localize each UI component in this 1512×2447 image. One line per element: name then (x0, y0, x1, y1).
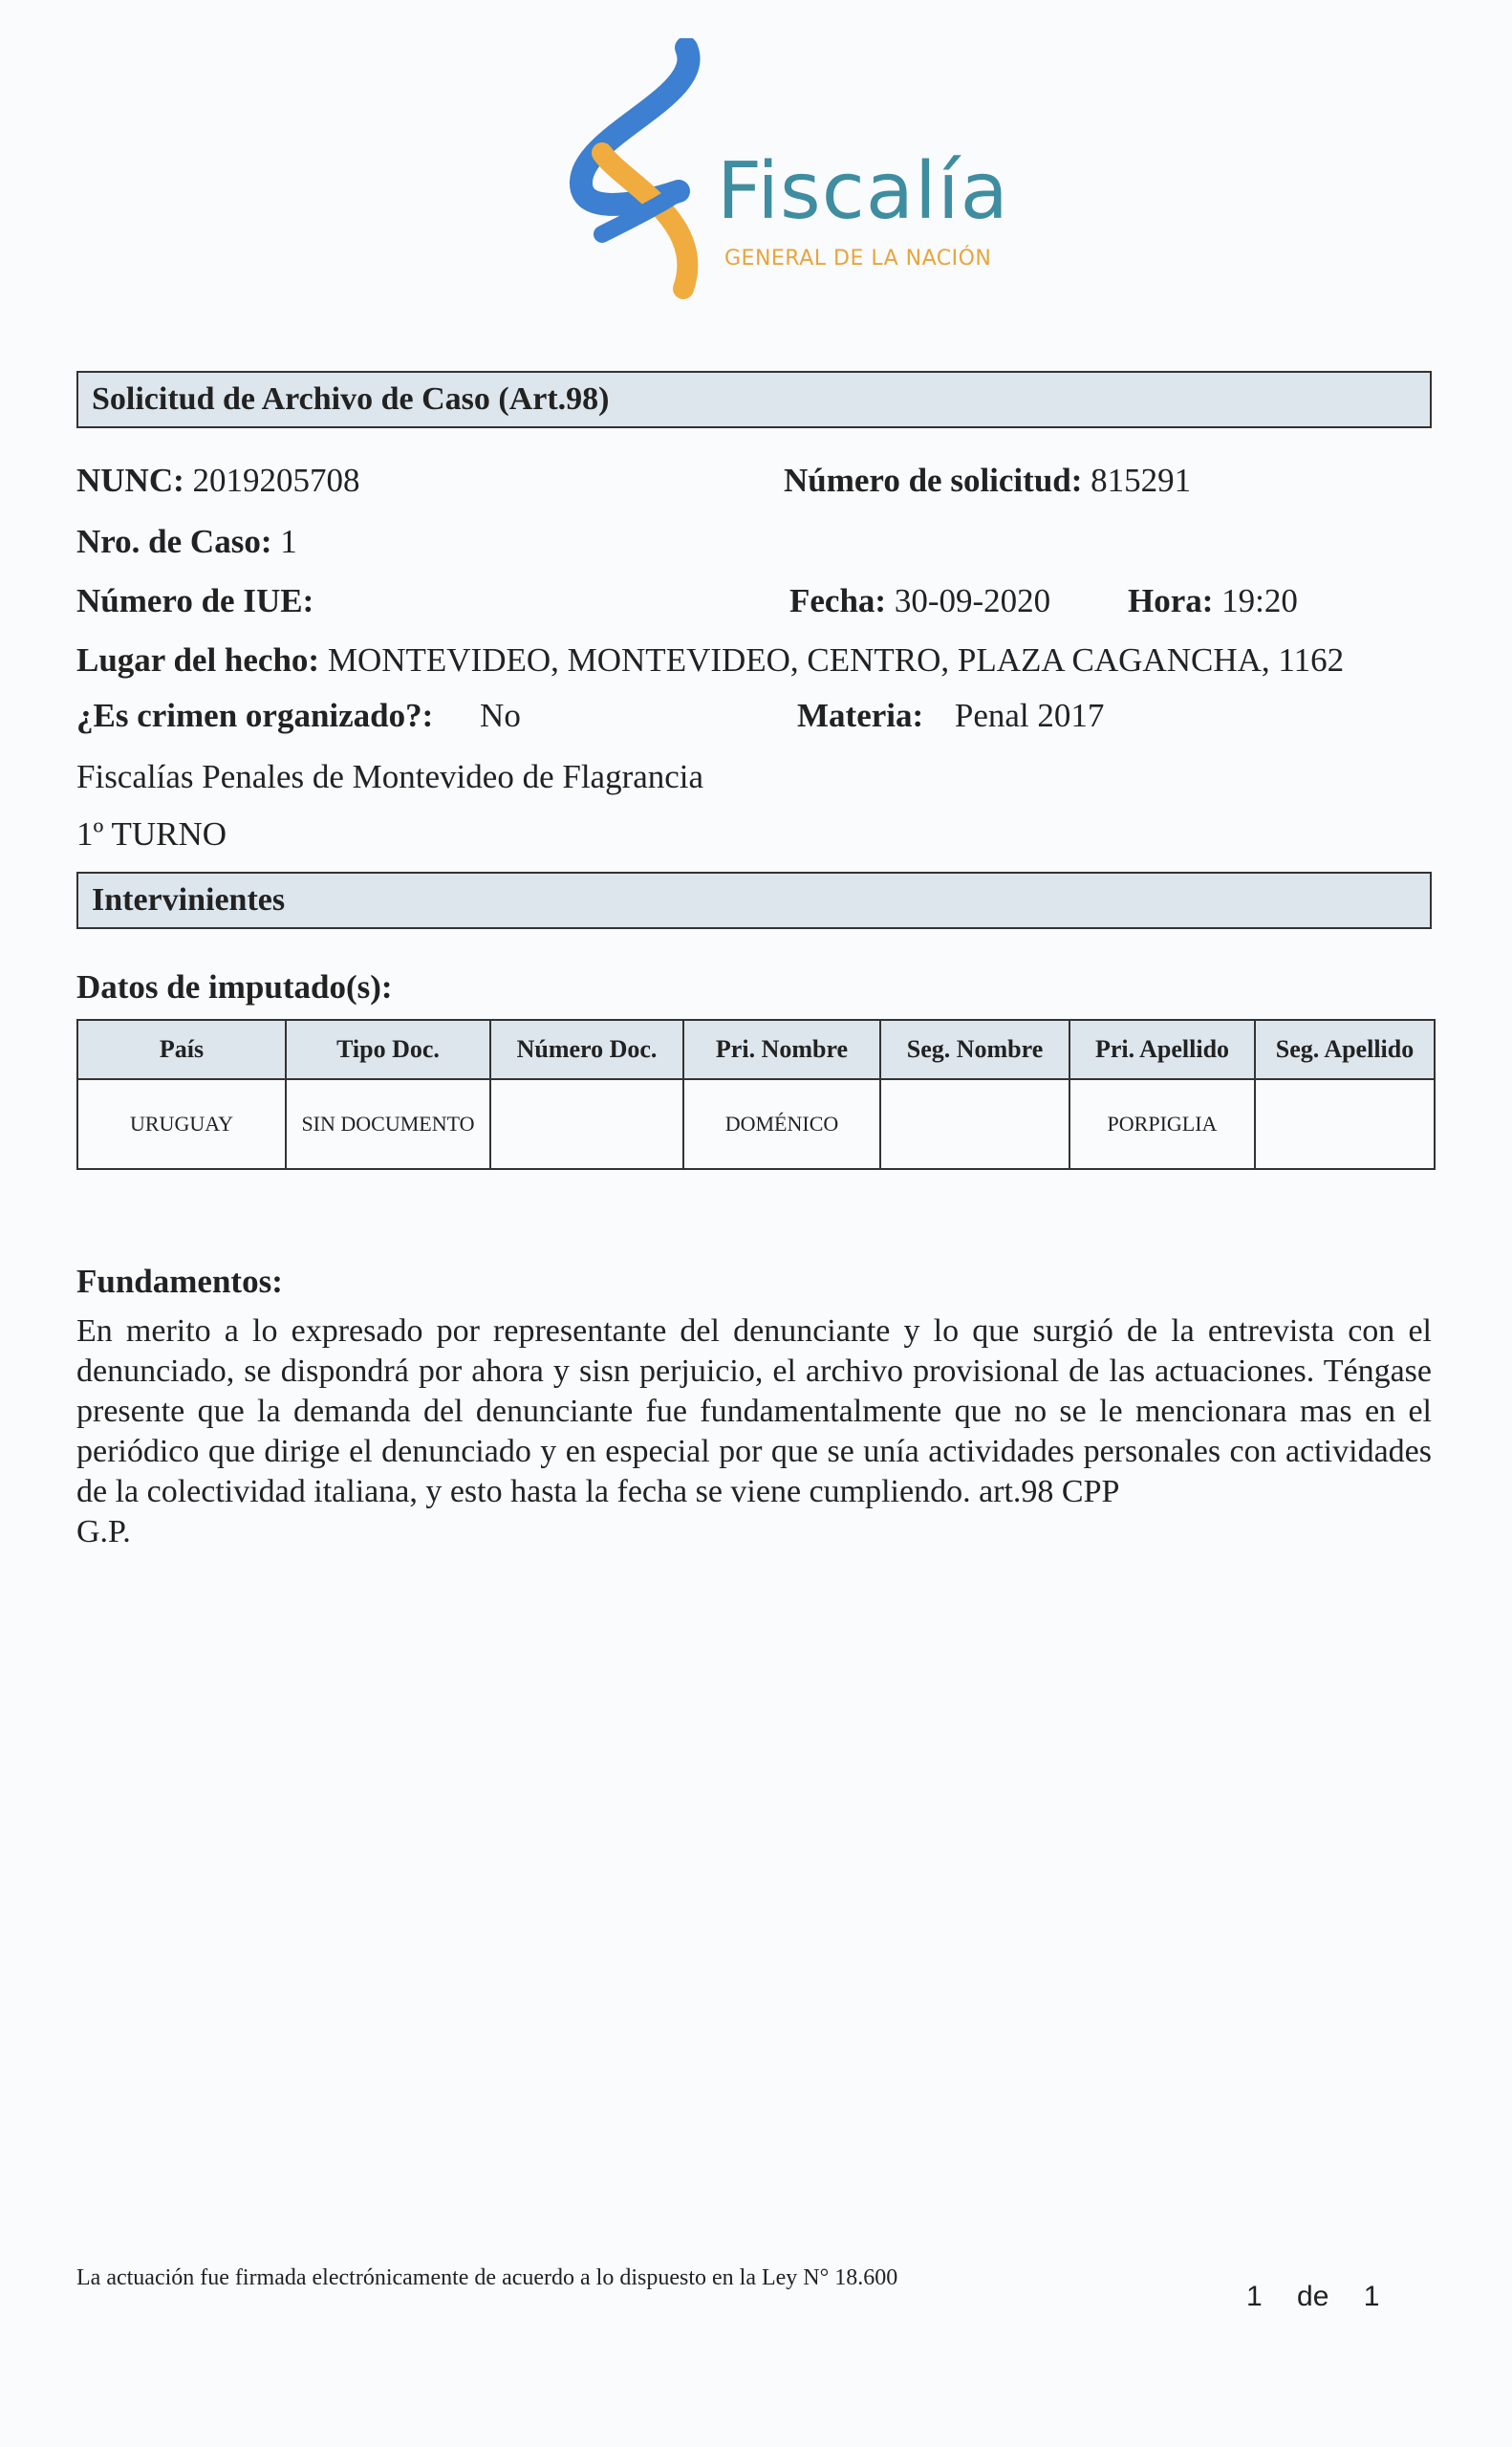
crimen-label: ¿Es crimen organizado?: (76, 697, 434, 734)
header-pais: País (77, 1020, 286, 1079)
caso-label: Nro. de Caso: (76, 523, 272, 560)
header-pri-apellido: Pri. Apellido (1069, 1020, 1255, 1079)
solicitud-label: Número de solicitud: (784, 462, 1083, 499)
cell-pri-apellido: PORPIGLIA (1069, 1079, 1255, 1169)
caso-value: 1 (280, 523, 297, 560)
materia-field (797, 696, 1104, 736)
fecha-field (789, 581, 1050, 621)
pagination (1246, 2281, 1406, 2313)
header-seg-apellido: Seg. Apellido (1255, 1020, 1435, 1079)
header-pri-nombre: Pri. Nombre (683, 1020, 880, 1079)
page-separator: de (1297, 2281, 1329, 2312)
nunc-label: NUNC: (76, 462, 184, 499)
cell-seg-nombre (880, 1079, 1069, 1169)
hora-value: 19:20 (1221, 582, 1298, 619)
solicitud-field (784, 461, 1191, 501)
cell-seg-apellido (1255, 1079, 1435, 1169)
cell-numero-doc (490, 1079, 683, 1169)
lugar-value: MONTEVIDEO, MONTEVIDEO, CENTRO, PLAZA CAGANCHA, 1162 (327, 641, 1345, 679)
header-numero-doc: Número Doc. (490, 1020, 683, 1079)
logo-subtitle: GENERAL DE LA NACIÓN (724, 247, 992, 271)
cell-pais: URUGUAY (77, 1079, 286, 1169)
crimen-value: No (480, 697, 521, 734)
page-current: 1 (1246, 2281, 1263, 2312)
fiscalia-name: Fiscalías Penales de Montevideo de Flagrancia (76, 758, 704, 795)
iue-label: Número de IUE: (76, 582, 314, 619)
hora-label: Hora: (1128, 582, 1214, 619)
cell-pri-nombre: DOMÉNICO (683, 1079, 880, 1169)
imputados-table (76, 1019, 1436, 1170)
page-total: 1 (1363, 2281, 1380, 2312)
imputados-label: Datos de imputado(s): (76, 968, 393, 1006)
fecha-value: 30-09-2020 (894, 582, 1051, 619)
materia-value: Penal 2017 (954, 697, 1105, 734)
crimen-field (76, 696, 521, 736)
header-tipo-doc: Tipo Doc. (286, 1020, 490, 1079)
intervinientes-bar: Intervinientes (76, 872, 1432, 929)
header-seg-nombre: Seg. Nombre (880, 1020, 1069, 1079)
solicitud-value: 815291 (1091, 462, 1192, 499)
nunc-field (76, 461, 360, 501)
fundamentos-text (76, 1311, 1432, 1552)
table-header-row (77, 1020, 1435, 1079)
materia-label: Materia: (797, 697, 924, 734)
turno: 1º TURNO (76, 815, 227, 853)
footer-legal-note: La actuación fue firmada electrónicamente de acuerdo a lo dispuesto en la Ley N° 18.600 (76, 2265, 898, 2290)
hora-field (1128, 581, 1298, 621)
fundamentos-body: En merito a lo expresado por representante del denunciante y lo que surgió de la entrevista con el denunciado, se dispondrá por ahora y sisn perjuicio, el archivo provisional de las actuaciones. Téngase presente que la demanda del denunciante fue fundamentalmente que no se le mencionara mas en el periódico que dirige el denunciado y en especial por que se unía actividades personales con actividades de la colectividad italiana, y esto hasta la fecha se viene cumpliendo. art.98 CPP (76, 1313, 1432, 1509)
caso-field (76, 522, 297, 562)
document-title-bar: Solicitud de Archivo de Caso (Art.98) (76, 371, 1432, 428)
signature-initials: G.P. (76, 1514, 131, 1549)
fiscalia-logo (564, 38, 1023, 306)
lugar-label: Lugar del hecho: (76, 641, 320, 679)
logo-title: Fiscalía (717, 146, 1009, 237)
fundamentos-label: Fundamentos: (76, 1263, 283, 1300)
cell-tipo-doc: SIN DOCUMENTO (286, 1079, 490, 1169)
lugar-field (76, 640, 1344, 681)
nunc-value: 2019205708 (192, 462, 360, 499)
iue-field (76, 581, 313, 621)
helix-logo-icon (564, 38, 717, 306)
table-row (77, 1079, 1435, 1169)
fecha-label: Fecha: (789, 582, 887, 619)
